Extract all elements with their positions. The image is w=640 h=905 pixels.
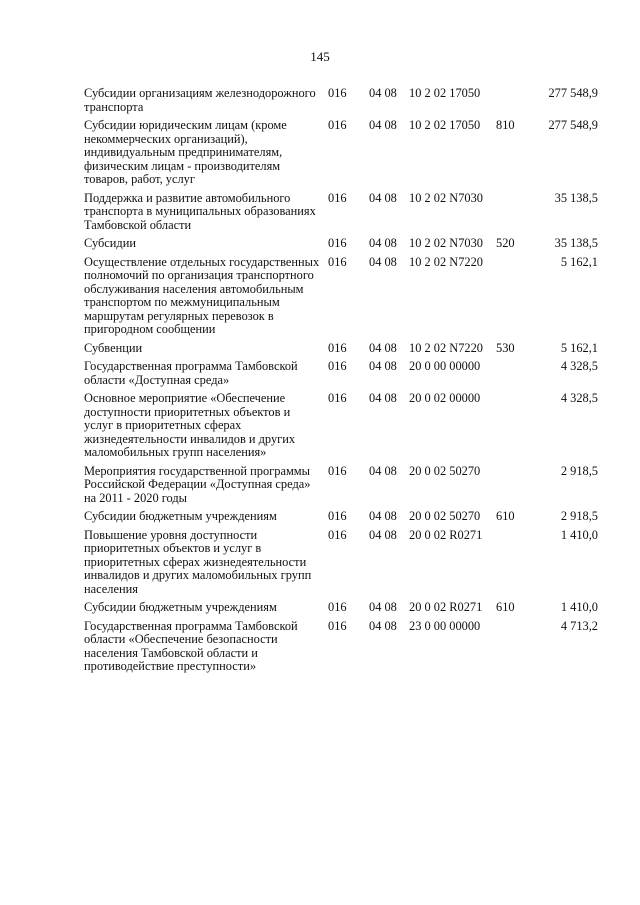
row-amount: 277 548,9: [548, 118, 598, 132]
row-name: Субвенции: [84, 340, 143, 355]
row-ministry-code: 016: [328, 254, 347, 269]
row-article-code: 10 2 02 N7220: [409, 254, 483, 269]
row-section-code: 04 08: [369, 527, 397, 542]
table-row: [84, 256, 604, 337]
row-article-code: 20 0 02 R0271: [409, 527, 483, 542]
table-row: [84, 510, 604, 524]
row-section-code: 04 08: [369, 190, 397, 205]
row-name: Повышение уровня доступности приоритетных объектов и услуг в приоритетных сферах жизнедеятельности инвалидов и других маломобильных групп населения: [84, 527, 312, 596]
row-section-code: 04 08: [369, 359, 397, 373]
row-article-code: 10 2 02 N7030: [409, 236, 483, 250]
row-name: Мероприятия государственной программы Российской Федерации «Доступная среда» на 2011 - 2020 годы: [84, 463, 311, 505]
row-amount: 4 328,5: [560, 359, 598, 373]
row-name: Государственная программа Тамбовской области «Доступная среда»: [84, 359, 298, 387]
row-article-code: 10 2 02 N7220: [409, 340, 483, 355]
table-row: [84, 237, 604, 251]
page-number: 145: [310, 49, 330, 64]
table-row: [84, 620, 604, 674]
row-article-code: 23 0 00 00000: [409, 618, 481, 633]
row-article-code: 20 0 02 R0271: [409, 600, 483, 614]
row-section-code: 04 08: [369, 618, 397, 633]
budget-table: [84, 87, 604, 679]
table-row: [84, 529, 604, 597]
row-article-code: 20 0 00 00000: [409, 359, 481, 373]
row-expense-code: 610: [496, 600, 515, 614]
row-amount: 35 138,5: [554, 236, 598, 250]
row-article-code: 10 2 02 N7030: [409, 190, 483, 205]
row-amount: 2 918,5: [560, 509, 598, 523]
row-name: Государственная программа Тамбовской области «Обеспечение безопасности населения Тамбовской области и противодействие преступности»: [84, 618, 298, 673]
row-name: Осуществление отдельных государственных полномочий по организация транспортного обслуживания населения автомобильным транспортом по межмуниципальным маршрутам регулярных перевозок в пригородном сообщении: [84, 254, 320, 336]
row-section-code: 04 08: [369, 118, 397, 132]
row-section-code: 04 08: [369, 600, 397, 614]
row-expense-code: 530: [496, 340, 515, 355]
table-row: [84, 342, 604, 356]
row-section-code: 04 08: [369, 86, 397, 100]
table-row: [84, 192, 604, 233]
row-ministry-code: 016: [328, 509, 347, 523]
row-ministry-code: 016: [328, 527, 347, 542]
row-ministry-code: 016: [328, 86, 347, 100]
row-expense-code: 810: [496, 118, 515, 132]
row-name: Субсидии бюджетным учреждениям: [84, 509, 277, 523]
row-amount: 1 410,0: [560, 600, 598, 614]
row-article-code: 20 0 02 50270: [409, 509, 481, 523]
row-section-code: 04 08: [369, 463, 397, 478]
row-ministry-code: 016: [328, 340, 347, 355]
row-amount: 1 410,0: [560, 527, 598, 542]
row-ministry-code: 016: [328, 359, 347, 373]
table-row: [84, 119, 604, 187]
row-expense-code: 520: [496, 236, 515, 250]
table-row: [84, 360, 604, 387]
row-article-code: 10 2 02 17050: [409, 118, 481, 132]
row-article-code: 20 0 02 00000: [409, 391, 481, 405]
row-name: Поддержка и развитие автомобильного транспорта в муниципальных образованиях Тамбовской области: [84, 190, 316, 232]
row-ministry-code: 016: [328, 618, 347, 633]
row-ministry-code: 016: [328, 190, 347, 205]
row-name: Субсидии бюджетным учреждениям: [84, 600, 277, 614]
row-ministry-code: 016: [328, 118, 347, 132]
row-section-code: 04 08: [369, 509, 397, 523]
row-amount: 5 162,1: [560, 340, 598, 355]
row-section-code: 04 08: [369, 236, 397, 250]
row-ministry-code: 016: [328, 391, 347, 405]
row-ministry-code: 016: [328, 600, 347, 614]
row-expense-code: 610: [496, 509, 515, 523]
row-amount: 277 548,9: [548, 86, 598, 100]
table-row: [84, 465, 604, 506]
row-article-code: 20 0 02 50270: [409, 463, 481, 478]
table-row: [84, 392, 604, 460]
row-article-code: 10 2 02 17050: [409, 86, 481, 100]
row-amount: 4 328,5: [560, 391, 598, 405]
row-amount: 35 138,5: [554, 190, 598, 205]
table-row: [84, 87, 604, 114]
row-amount: 2 918,5: [560, 463, 598, 478]
row-name: Субсидии организациям железнодорожного транспорта: [84, 86, 316, 114]
row-name: Субсидии юридическим лицам (кроме некоммерческих организаций), индивидуальным предпринимателям, физическим лицам - производителям товаров, работ, услуг: [84, 118, 287, 186]
row-ministry-code: 016: [328, 463, 347, 478]
table-row: [84, 601, 604, 615]
row-name: Субсидии: [84, 236, 136, 250]
row-name: Основное мероприятие «Обеспечение доступности приоритетных объектов и услуг в приоритетных сферах жизнедеятельности инвалидов и других маломобильных групп населения»: [84, 391, 296, 459]
row-section-code: 04 08: [369, 254, 397, 269]
row-ministry-code: 016: [328, 236, 347, 250]
row-amount: 5 162,1: [560, 254, 598, 269]
row-amount: 4 713,2: [560, 618, 598, 633]
row-section-code: 04 08: [369, 391, 397, 405]
row-section-code: 04 08: [369, 340, 397, 355]
